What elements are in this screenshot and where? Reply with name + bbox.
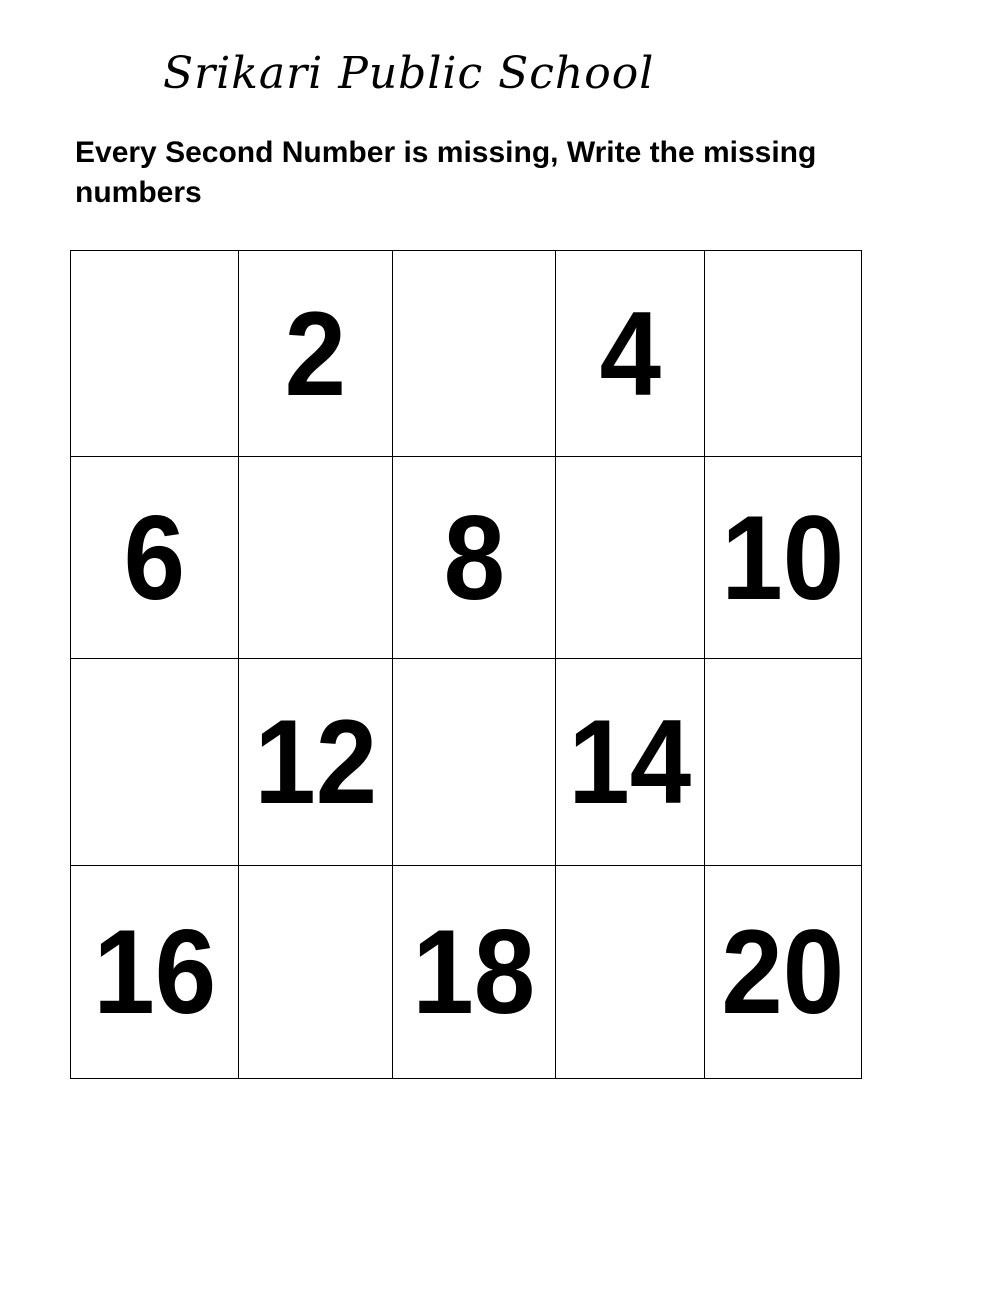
grid-cell[interactable]: [393, 251, 556, 457]
cell-number: 2: [284, 286, 347, 421]
cell-number: 4: [599, 286, 661, 421]
cell-number: 14: [568, 695, 692, 829]
school-name: Srikari Public School: [163, 48, 655, 99]
grid-cell[interactable]: [71, 251, 239, 457]
grid-cell: [239, 659, 393, 866]
grid-cell[interactable]: [71, 659, 239, 866]
grid-cell[interactable]: [239, 866, 393, 1079]
grid-cell: [705, 457, 862, 659]
grid-row: [71, 866, 862, 1079]
grid-cell[interactable]: [556, 457, 705, 659]
grid-cell[interactable]: [393, 659, 556, 866]
cell-number: 18: [412, 905, 536, 1039]
grid-cell: [393, 866, 556, 1079]
number-grid: [70, 250, 862, 1079]
cell-number: 16: [93, 905, 216, 1039]
grid-cell: [71, 457, 239, 659]
instruction-text: Every Second Number is missing, Write the missing numbers: [75, 136, 817, 209]
cell-number: 10: [721, 490, 845, 625]
grid-cell: [556, 659, 705, 866]
cell-number: 20: [721, 905, 845, 1039]
grid-cell: [393, 457, 556, 659]
cell-number: 8: [443, 490, 505, 625]
grid-cell: [705, 866, 862, 1079]
grid-cell[interactable]: [705, 659, 862, 866]
grid-cell: [71, 866, 239, 1079]
grid-row: [71, 457, 862, 659]
cell-number: 6: [123, 490, 186, 625]
grid-cell[interactable]: [239, 457, 393, 659]
grid-cell: [556, 251, 705, 457]
grid-cell: [239, 251, 393, 457]
grid-row: [71, 659, 862, 866]
grid-row: [71, 251, 862, 457]
cell-number: 12: [254, 695, 377, 829]
grid-cell[interactable]: [705, 251, 862, 457]
grid-cell[interactable]: [556, 866, 705, 1079]
